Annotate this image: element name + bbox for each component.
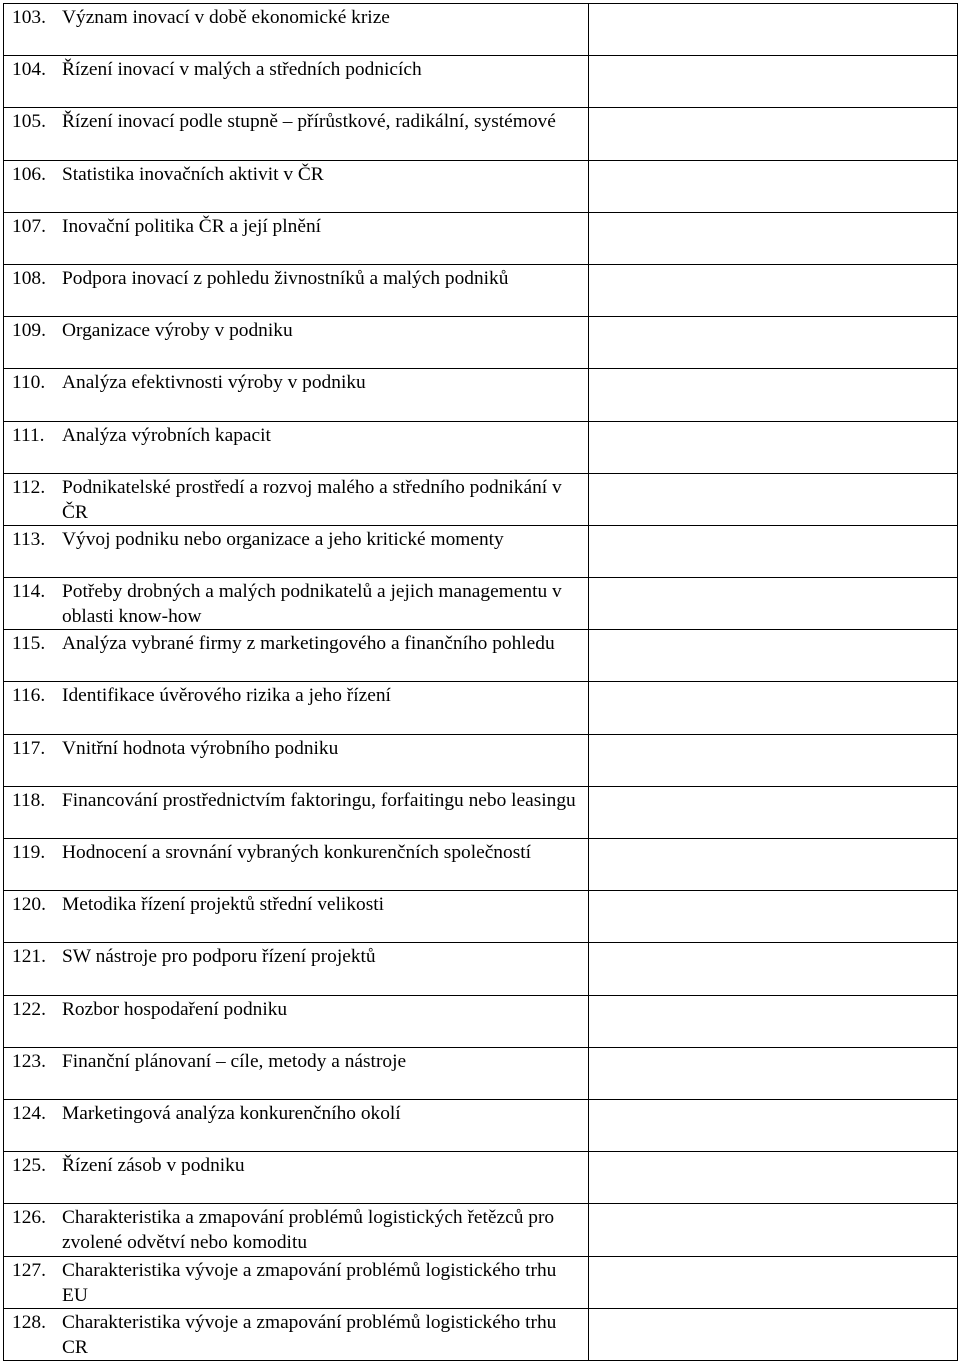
topic-title: Podnikatelské prostředí a rozvoj malého a středního podnikání v ČR [62,476,562,523]
table-row [4,56,958,108]
topic-entry [4,630,588,656]
table-row [4,891,958,943]
topic-entry [4,422,588,448]
topic-entry [4,891,588,917]
topic-entry [4,1048,588,1074]
topic-cell [4,108,589,160]
topic-number: 116. [12,685,46,707]
table-row [4,317,958,369]
topic-title: Analýza efektivnosti výroby v podniku [62,372,366,394]
topic-cell [4,369,589,421]
topic-number: 105. [12,111,46,133]
topic-number: 126. [12,1207,46,1229]
topic-number: 123. [12,1050,46,1072]
empty-cell [589,160,958,212]
empty-cell [589,995,958,1047]
table-row [4,630,958,682]
topic-title: Charakteristika vývoje a zmapování problémů logistického trhu CR [62,1311,557,1358]
empty-cell [589,839,958,891]
empty-cell [589,473,958,525]
table-row [4,786,958,838]
topic-entry [4,996,588,1022]
topic-number: 117. [12,737,46,759]
topic-number: 111. [12,424,45,446]
topic-title: Identifikace úvěrového rizika a jeho řízení [62,685,391,707]
empty-cell [589,1308,958,1360]
empty-cell [589,1256,958,1308]
table-row [4,473,958,525]
topic-title: Hodnocení a srovnání vybraných konkurenčních společností [62,842,532,863]
topic-cell [4,734,589,786]
topic-entry [4,56,588,82]
table-row [4,1047,958,1099]
empty-cell [589,1047,958,1099]
empty-cell [589,891,958,943]
empty-cell [589,369,958,421]
table-row [4,682,958,734]
topics-table [3,3,958,1361]
topic-title: Vnitřní hodnota výrobního podniku [62,737,339,759]
topic-number: 103. [12,7,46,28]
topic-entry [4,787,588,813]
topic-number: 115. [12,633,46,655]
topic-number: 107. [12,215,46,237]
topic-entry [4,943,588,969]
topic-title: Řízení inovací v malých a středních podnicích [62,59,422,81]
table-row [4,734,958,786]
table-row [4,1099,958,1151]
topic-title: Rozbor hospodaření podniku [62,998,288,1020]
topic-cell [4,317,589,369]
topic-entry [4,369,588,395]
empty-cell [589,786,958,838]
topics-table-body [4,4,958,1361]
topic-cell [4,786,589,838]
topic-cell [4,4,589,56]
topic-number: 118. [12,789,46,811]
topic-entry [4,526,588,552]
topic-cell [4,995,589,1047]
empty-cell [589,578,958,630]
topic-cell [4,630,589,682]
topic-number: 114. [12,581,46,603]
topic-cell [4,682,589,734]
topic-title: Řízení inovací podle stupně – přírůstkové, radikální, systémové [62,111,556,133]
topic-cell [4,1152,589,1204]
topic-cell [4,943,589,995]
empty-cell [589,682,958,734]
empty-cell [589,56,958,108]
topic-title: Analýza vybrané firmy z marketingového a finančního pohledu [62,633,555,655]
table-row [4,1256,958,1308]
topic-cell [4,1047,589,1099]
topic-title: Podpora inovací z pohledu živnostníků a malých podniků [62,267,509,289]
topic-title: Marketingová analýza konkurenčního okolí [62,1102,401,1124]
topic-entry [4,1257,588,1308]
topic-cell [4,578,589,630]
topic-title: Metodika řízení projektů střední velikosti [62,894,385,916]
empty-cell [589,1204,958,1256]
topic-number: 119. [12,842,46,863]
empty-cell [589,317,958,369]
topic-entry [4,682,588,708]
topic-title: Organizace výroby v podniku [62,320,293,342]
topic-number: 128. [12,1311,46,1333]
topic-entry [4,213,588,239]
topic-title: Analýza výrobních kapacit [62,424,271,446]
table-row [4,108,958,160]
table-row [4,578,958,630]
table-row [4,839,958,891]
table-row [4,943,958,995]
topic-title: Vývoj podniku nebo organizace a jeho kritické momenty [62,528,504,550]
topic-entry [4,4,588,30]
empty-cell [589,630,958,682]
topic-title: Inovační politika ČR a její plnění [62,215,322,237]
topic-title: Charakteristika a zmapování problémů logistických řetězců pro zvolené odvětví nebo komoditu [62,1207,555,1254]
topic-number: 124. [12,1102,46,1124]
table-row [4,4,958,56]
topic-cell [4,1099,589,1151]
topic-number: 108. [12,267,46,289]
topic-entry [4,265,588,291]
topic-title: Řízení zásob v podniku [62,1155,245,1177]
topic-title: Potřeby drobných a malých podnikatelů a jejich managementu v oblasti know-how [62,581,562,628]
table-row [4,1308,958,1360]
topic-entry [4,1309,588,1360]
topic-entry [4,578,588,629]
topic-title: SW nástroje pro podporu řízení projektů [62,946,376,968]
topic-cell [4,160,589,212]
topic-entry [4,1100,588,1126]
table-row [4,264,958,316]
topic-cell [4,525,589,577]
topic-number: 110. [12,372,46,394]
empty-cell [589,1152,958,1204]
topic-number: 127. [12,1259,46,1281]
topic-entry [4,161,588,187]
empty-cell [589,943,958,995]
topic-number: 121. [12,946,46,968]
topic-title: Charakteristika vývoje a zmapování problémů logistického trhu EU [62,1259,557,1306]
topic-title: Finanční plánovaní – cíle, metody a nástroje [62,1050,407,1072]
topic-number: 106. [12,163,46,185]
topic-entry [4,474,588,525]
topic-cell [4,1308,589,1360]
topic-cell [4,421,589,473]
topic-cell [4,839,589,891]
topic-title: Financování prostřednictvím faktoringu, forfaitingu nebo leasingu [62,789,576,811]
topic-number: 112. [12,476,46,498]
empty-cell [589,4,958,56]
topic-number: 122. [12,998,46,1020]
topic-entry [4,108,588,134]
empty-cell [589,264,958,316]
topic-entry [4,1152,588,1178]
empty-cell [589,212,958,264]
topic-entry [4,735,588,761]
topic-entry [4,1204,588,1255]
topic-number: 109. [12,320,46,342]
table-row [4,369,958,421]
table-row [4,525,958,577]
empty-cell [589,1099,958,1151]
topic-cell [4,264,589,316]
topic-cell [4,212,589,264]
empty-cell [589,734,958,786]
table-row [4,212,958,264]
table-row [4,421,958,473]
table-row [4,995,958,1047]
topic-title: Statistika inovačních aktivit v ČR [62,163,324,185]
topic-number: 125. [12,1155,46,1177]
empty-cell [589,525,958,577]
topic-entry [4,317,588,343]
table-row [4,1204,958,1256]
topic-cell [4,56,589,108]
topic-cell [4,473,589,525]
empty-cell [589,421,958,473]
topic-cell [4,1204,589,1256]
topic-title: Význam inovací v době ekonomické krize [62,7,390,28]
topic-number: 104. [12,59,46,81]
table-row [4,160,958,212]
topic-number: 113. [12,528,46,550]
topic-cell [4,1256,589,1308]
empty-cell [589,108,958,160]
topic-cell [4,891,589,943]
topic-number: 120. [12,894,46,916]
table-row [4,1152,958,1204]
topic-entry [4,839,588,865]
